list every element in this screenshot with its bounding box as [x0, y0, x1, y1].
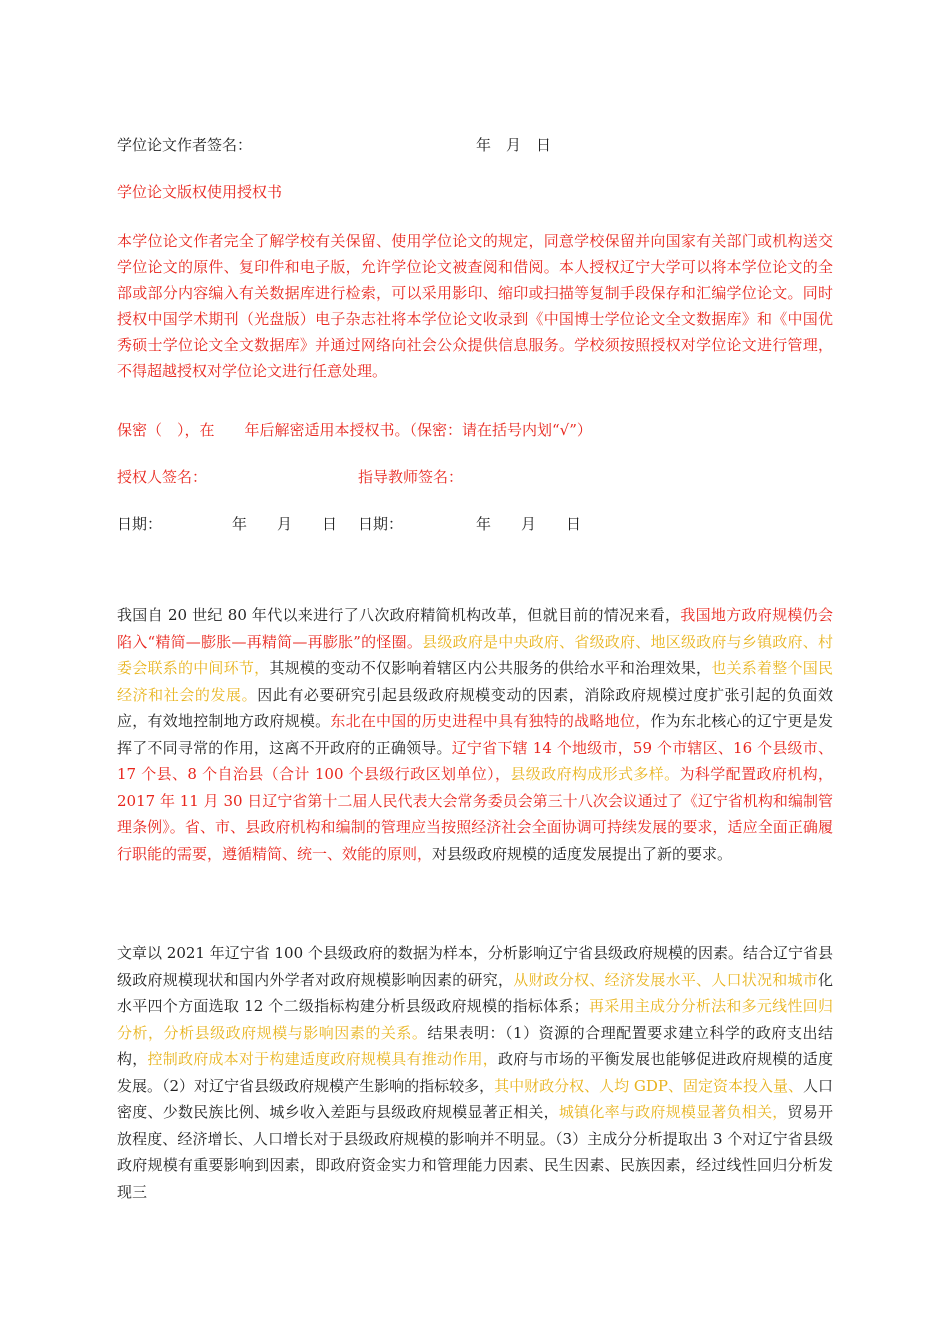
text-run: 作为东北核心的辽宁更是发挥了不同寻常的作用，这离不开政府的正确领导。 — [117, 712, 833, 757]
author-signature-label: 学位论文作者签名： — [117, 136, 253, 154]
text-run: 政府与市场的平衡发展也能够促进政府规模的适度发展。（2）对辽宁省县级政府规模产生影响的指标较多， — [117, 1050, 833, 1095]
grantor-signature-label: 授权人签名： — [117, 468, 208, 486]
text-run: 辽宁省下辖 14 个地级市，59 个市辖区、16 个县级市、17 个县、8 个自治县（合计 100 个县级行政区划单位）， — [117, 738, 833, 783]
date-value-2: 年 月 日 — [476, 515, 582, 533]
text-run: 县级政府构成形式多样。 — [510, 765, 680, 783]
date-label-1: 日期： — [117, 515, 163, 533]
text-run: 对县级政府规模的适度发展提出了新的要求。 — [432, 844, 733, 863]
text-run: 东北在中国的历史进程中具有独特的战略地位， — [330, 712, 651, 730]
secrecy-statement: 保密（ ），在 年后解密适用本授权书。（保密：请在括号内划“√”） — [117, 421, 592, 439]
text-run: 城镇化率与政府规模显著负相关， — [558, 1103, 788, 1121]
date-label-2: 日期： — [358, 515, 404, 533]
abstract-paragraph-1 — [117, 602, 833, 867]
text-run: 人口密度、少数民族比例、城乡收入差距与县级政府规模显著正相关， — [117, 1076, 834, 1121]
text-run: 县级政府是中央政府、省级政府、地区级政府与乡镇政府、村委会联系的中间环节， — [117, 632, 833, 677]
text-run: 文章以 2021 年辽宁省 100 个县级政府的数据为样本，分析影响辽宁省县级政府规模的因素。结合辽宁省县级政府规模现状和国内外学者对政府规模影响因素的研究， — [117, 944, 833, 989]
text-run: 结果表明：（1）资源的合理配置要求建立科学的政府支出结构， — [117, 1023, 833, 1068]
text-run: 为科学配置政府机构，2017 年 11 月 30 日辽宁省第十二届人民代表大会常务委员会第三十八次会议通过了《辽宁省机构和编制管理条例》。省、市、县政府机构和编制的管理应当按照经济社会全面协调可持续发展的要求，适应全面正确履行职能的需要，遵循精简、统一、效能的原则， — [117, 765, 833, 863]
abstract-paragraph-2 — [117, 940, 833, 1205]
text-run: 其规模的变动不仅影响着辖区内公共服务的供给水平和治理效果， — [269, 659, 712, 677]
text-run: 贸易开放程度、经济增长、人口增长对于县级政府规模的影响并不明显。（3）主成分分析提取出 3 个对辽宁省县级政府规模有重要影响到因素，即政府资金实力和管理能力因素、民生因素、民族因素，经过线性回归分析发现三 — [117, 1103, 833, 1201]
authorization-title: 学位论文版权使用授权书 — [117, 183, 283, 201]
text-run: 其中财政分权、人均 GDP、固定资本投入量、 — [494, 1076, 803, 1095]
author-signature-date: 年 月 日 — [476, 136, 552, 154]
text-run: 因此有必要研究引起县级政府规模变动的因素，消除政府规模过度扩张引起的负面效应，有效地控制地方政府规模。 — [117, 685, 833, 730]
authorization-body: 本学位论文作者完全了解学校有关保留、使用学位论文的规定，同意学校保留并向国家有关部门或机构送交学位论文的原件、复印件和电子版，允许学位论文被查阅和借阅。本人授权辽宁大学可以将本学位论文的全部或部分内容编入有关数据库进行检索，可以采用影印、缩印或扫描等复制手段保存和汇编学位论文。同时授权中国学术期刊（光盘版）电子杂志社将本学位论文收录到《中国博士学位论文全文数据库》和《中国优秀硕士学位论文全文数据库》并通过网络向社会公众提供信息服务。学校须按照授权对学位论文进行管理，不得超越授权对学位论文进行任意处理。 — [117, 232, 833, 380]
text-run: 控制政府成本对于构建适度政府规模具有推动作用， — [147, 1050, 498, 1068]
date-value-1: 年 月 日 — [232, 515, 338, 533]
text-run: 化水平四个方面选取 12 个二级指标构建分析县级政府规模的指标体系； — [117, 970, 833, 1015]
advisor-signature-label: 指导教师签名： — [358, 468, 464, 486]
text-run: 从财政分权、经济发展水平、人口状况和城市 — [513, 970, 818, 989]
text-run: 我国地方政府规模仍会陷入“精简—膨胀—再精简—再膨胀”的怪圈。 — [117, 606, 833, 651]
text-run: 也关系着整个国民经济和社会的发展。 — [117, 659, 833, 704]
text-run: 我国自 20 世纪 80 年代以来进行了八次政府精简机构改革，但就目前的情况来看， — [117, 606, 681, 624]
text-run: 再采用主成分分析法和多元线性回归分析，分析县级政府规模与影响因素的关系。 — [117, 997, 833, 1042]
